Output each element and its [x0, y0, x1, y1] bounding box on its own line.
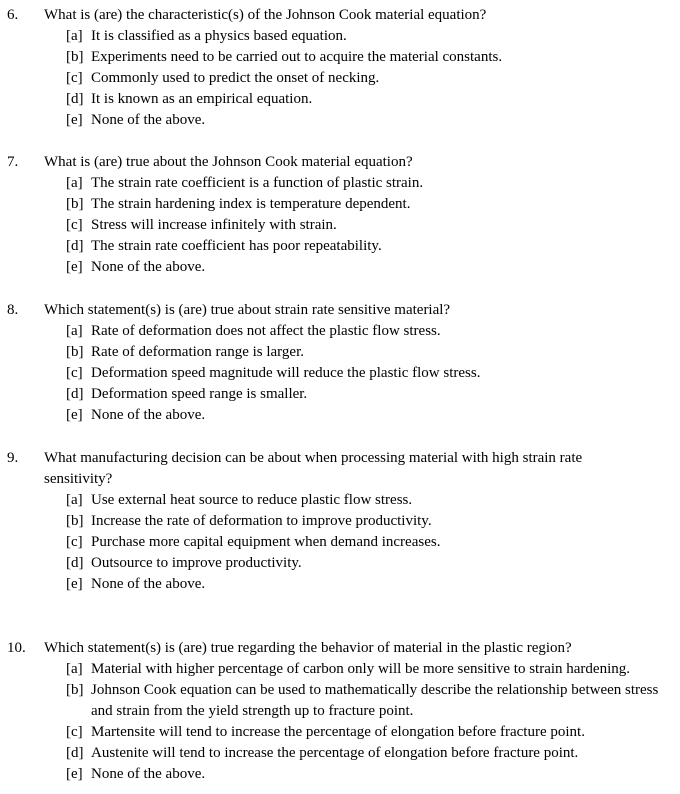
option-label: [e]: [66, 766, 83, 782]
option-label: [b]: [66, 513, 84, 529]
options-list: [66, 659, 676, 785]
option-label: [d]: [66, 238, 84, 254]
option-text: Deformation speed range is smaller.: [91, 386, 308, 402]
option-e: [66, 257, 676, 278]
option-label: [e]: [66, 576, 83, 592]
option-a: [66, 26, 676, 47]
option-label: [b]: [66, 682, 84, 698]
option-label: [a]: [66, 175, 83, 191]
option-label: [e]: [66, 112, 83, 128]
options-list: [66, 490, 676, 595]
options-list: [66, 321, 676, 426]
option-label: [c]: [66, 365, 83, 381]
option-text: Rate of deformation does not affect the plastic flow stress.: [91, 323, 441, 339]
option-c: [66, 722, 676, 743]
option-label: [d]: [66, 555, 84, 571]
option-text: The strain rate coefficient has poor repeatability.: [91, 238, 382, 254]
option-e: [66, 574, 676, 595]
option-e: [66, 764, 676, 785]
option-label: [c]: [66, 724, 83, 740]
option-label: [b]: [66, 196, 84, 212]
option-text: Deformation speed magnitude will reduce the plastic flow stress.: [91, 365, 481, 381]
option-d: [66, 743, 676, 764]
option-text: Stress will increase infinitely with strain.: [91, 217, 337, 233]
option-a: [66, 321, 676, 342]
option-label: [a]: [66, 661, 83, 677]
option-label: [b]: [66, 49, 84, 65]
option-text: The strain hardening index is temperature dependent.: [91, 196, 411, 212]
option-label: [c]: [66, 217, 83, 233]
option-d: [66, 89, 676, 110]
option-text: It is known as an empirical equation.: [91, 91, 313, 107]
option-text: Experiments need to be carried out to acquire the material constants.: [91, 49, 503, 65]
option-label: [b]: [66, 344, 84, 360]
question-text: What is (are) the characteristic(s) of the Johnson Cook material equation?: [44, 7, 487, 23]
option-label: [a]: [66, 492, 83, 508]
option-text: The strain rate coefficient is a function of plastic strain.: [91, 175, 424, 191]
option-b: [66, 342, 676, 363]
option-a: [66, 173, 676, 194]
option-label: [e]: [66, 259, 83, 275]
option-label: [c]: [66, 534, 83, 550]
option-c: [66, 68, 676, 89]
option-b: [66, 511, 676, 532]
option-label: [d]: [66, 91, 84, 107]
question-number: 10.: [7, 640, 26, 656]
option-label: [a]: [66, 323, 83, 339]
option-label: [c]: [66, 70, 83, 86]
option-b: [66, 194, 676, 215]
option-text: It is classified as a physics based equation.: [91, 28, 347, 44]
option-text: None of the above.: [91, 766, 206, 782]
option-text: Outsource to improve productivity.: [91, 555, 302, 571]
question-text: Which statement(s) is (are) true regarding the behavior of material in the plastic region?: [44, 640, 572, 656]
option-label: [a]: [66, 28, 83, 44]
option-text: None of the above.: [91, 112, 206, 128]
option-text: None of the above.: [91, 259, 206, 275]
option-text: Increase the rate of deformation to improve productivity.: [91, 513, 432, 529]
option-d: [66, 236, 676, 257]
options-list: [66, 173, 676, 278]
question-number: 6.: [7, 7, 19, 23]
option-a: [66, 659, 676, 680]
option-text: Purchase more capital equipment when demand increases.: [91, 534, 441, 550]
question-number: 8.: [7, 302, 19, 318]
option-label: [d]: [66, 386, 84, 402]
option-text: Martensite will tend to increase the percentage of elongation before fracture point.: [91, 724, 585, 740]
question-number: 9.: [7, 450, 19, 466]
option-d: [66, 384, 676, 405]
options-list: [66, 26, 676, 131]
option-text: Johnson Cook equation can be used to mathematically describe the relationship between stress and strain from the yield strength up to fracture point.: [91, 682, 659, 719]
option-text: Use external heat source to reduce plastic flow stress.: [91, 492, 413, 508]
option-e: [66, 110, 676, 131]
option-b: [66, 680, 676, 722]
option-e: [66, 405, 676, 426]
option-c: [66, 532, 676, 553]
option-text: None of the above.: [91, 576, 206, 592]
option-text: None of the above.: [91, 407, 206, 423]
option-c: [66, 363, 676, 384]
question-text: Which statement(s) is (are) true about strain rate sensitive material?: [44, 302, 451, 318]
option-a: [66, 490, 676, 511]
option-text: Austenite will tend to increase the percentage of elongation before fracture point.: [91, 745, 579, 761]
question-text: What manufacturing decision can be about when processing material with high strain rate sensitivity?: [44, 450, 583, 487]
option-c: [66, 215, 676, 236]
option-label: [d]: [66, 745, 84, 761]
option-text: Commonly used to predict the onset of necking.: [91, 70, 380, 86]
question-text: What is (are) true about the Johnson Cook material equation?: [44, 154, 413, 170]
option-text: Rate of deformation range is larger.: [91, 344, 304, 360]
option-text: Material with higher percentage of carbon only will be more sensitive to strain hardening.: [91, 661, 630, 677]
option-label: [e]: [66, 407, 83, 423]
option-b: [66, 47, 676, 68]
question-number: 7.: [7, 154, 19, 170]
option-d: [66, 553, 676, 574]
